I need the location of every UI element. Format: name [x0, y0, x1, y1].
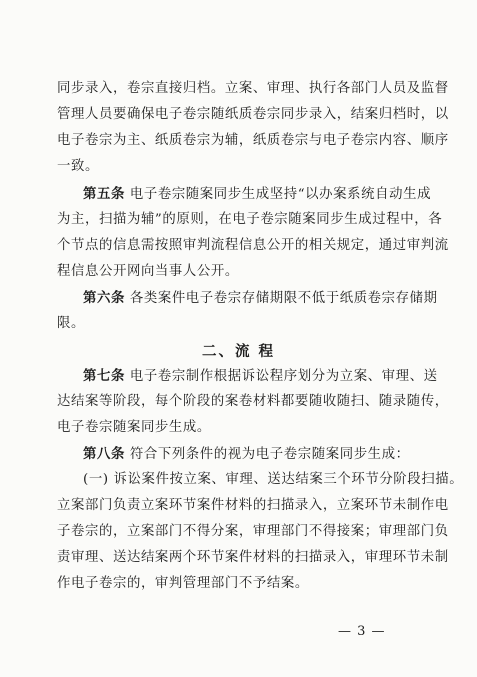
paragraph-line: 立案部门负责立案环节案件材料的扫描录入，立案环节未制作电 [57, 498, 449, 513]
paragraph-line: 电子卷宗随案同步生成。 [57, 420, 211, 435]
paragraph-line: 电子卷宗为主、纸质卷宗为辅，纸质卷宗与电子卷宗内容、顺序 [57, 133, 449, 148]
article-6-line [83, 288, 438, 309]
article-5-line [83, 184, 432, 205]
paragraph-line: (一) 诉讼案件按立案、审理、送达结案三个环节分阶段扫描。 [83, 472, 464, 487]
paragraph-line: 同步录入，卷宗直接归档。立案、审理、执行各部门人员及监督 [57, 81, 449, 96]
article-text: 各类案件电子卷宗存储期限不低于纸质卷宗存储期 [129, 291, 438, 306]
paragraph-line: 作电子卷宗的，审判管理部门不予结案。 [57, 576, 309, 591]
paragraph-line: 责审理、送达结案两个环节案件材料的扫描录入，审理环节未制 [57, 550, 449, 565]
article-8-line [83, 444, 429, 465]
paragraph-line: 程信息公开网向当事人公开。 [57, 264, 239, 279]
article-label: 第七条 [83, 368, 125, 384]
paragraph-line: 一致。 [57, 159, 99, 174]
paragraph-line: 子卷宗的，立案部门不得分案，审理部门不得接案；审理部门负 [57, 524, 449, 539]
paragraph-line: 个节点的信息需按照审判流程信息公开的相关规定，通过审判流 [57, 238, 449, 253]
paragraph-line: 管理人员要确保电子卷宗随纸质卷宗同步录入，结案归档时，以 [57, 107, 449, 122]
article-text: 电子卷宗随案同步生成坚持“以办案系统自动生成 [129, 187, 432, 202]
article-label: 第六条 [83, 290, 125, 306]
section-heading: 二、流 程 [201, 344, 276, 360]
paragraph-line: 达结案等阶段，每个阶段的案卷材料都要随收随扫、随录随传， [57, 394, 449, 409]
paragraph-line: 为主，扫描为辅”的原则，在电子卷宗随案同步生成过程中，各 [57, 212, 443, 227]
article-7-line [83, 366, 438, 387]
article-text: 电子卷宗制作根据诉讼程序划分为立案、审理、送 [129, 369, 438, 384]
paragraph-line: 限。 [57, 316, 85, 331]
article-label: 第五条 [83, 186, 125, 202]
article-label: 第八条 [83, 446, 125, 462]
page-number: — 3 — [338, 624, 386, 639]
article-text: 符合下列条件的视为电子卷宗随案同步生成： [129, 447, 410, 462]
